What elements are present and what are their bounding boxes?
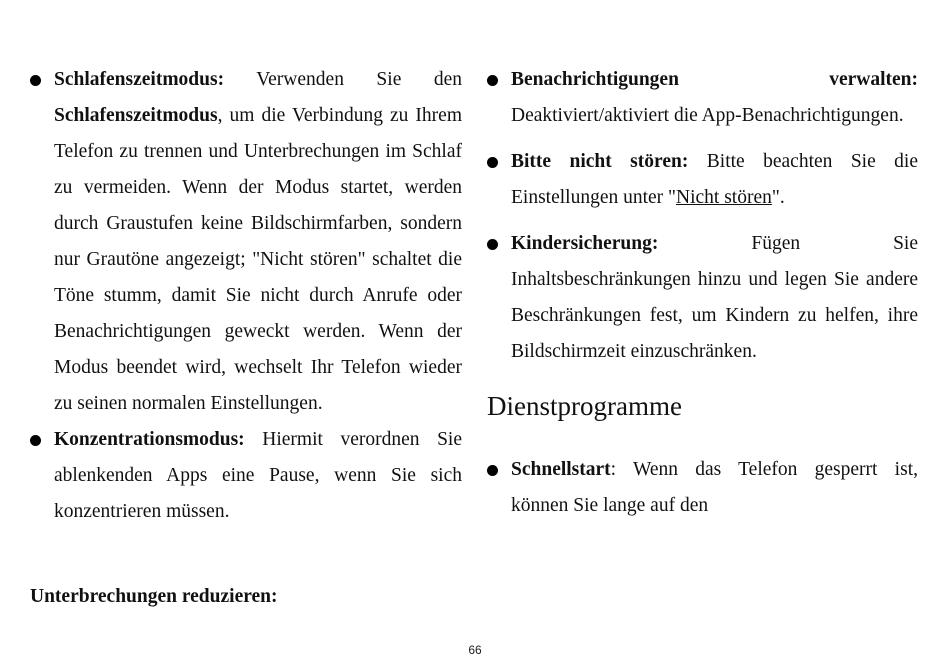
dnd-text: Bitte beachten Sie die Einstellungen unter "	[511, 151, 919, 208]
focus-mode-text: Hiermit verordnen Sie ablenkenden Apps eine Pause, wenn Sie sich konzentrieren müssen.	[54, 429, 462, 522]
parental-controls-text: Fügen Sie Inhaltsbeschränkungen hinzu und legen Sie andere Beschränkungen fest, um Kindern zu helfen, ihre Bildschirmzeit einzuschränken.	[511, 233, 919, 362]
list-item-sleep-mode	[30, 62, 462, 422]
section-title-utilities: Dienstprogramme	[487, 391, 682, 421]
dnd-title: Bitte nicht stören:	[511, 151, 689, 172]
sleep-mode-text: , um die Verbindung zu Ihrem Telefon zu trennen und Unterbrechungen im Schlaf zu vermeiden. Wenn der Modus startet, werden durch Graustufen keine Bildschirmfarben, sondern nur Grautöne angezeigt; "Nicht stören" schaltet die Töne stumm, damit Sie nicht durch Anrufe oder Benachrichtigungen geweckt werden. Wenn der Modus beendet wird, wechselt Ihr Telefon wieder zu seinen normalen Einstellungen.	[54, 105, 462, 414]
page-number: 66	[468, 643, 482, 657]
quick-start-title: Schnellstart	[511, 459, 611, 480]
list-item-focus-mode	[30, 422, 462, 530]
left-column	[30, 62, 462, 540]
sleep-mode-title: Schlafenszeitmodus:	[54, 69, 225, 90]
dnd-settings-link[interactable]: Nicht stören	[676, 187, 772, 208]
manage-notifications-title: Benachrichtigungen verwalten:	[511, 69, 918, 90]
sleep-mode-name: Schlafenszeitmodus	[54, 105, 218, 126]
list-item-do-not-disturb	[487, 144, 918, 216]
section-heading-reduce-interruptions: Unterbrechungen reduzieren:	[30, 586, 278, 607]
bullet-icon	[487, 465, 498, 476]
bullet-icon	[487, 239, 498, 250]
bullet-icon	[30, 435, 41, 446]
dnd-text-end: ".	[771, 187, 785, 208]
list-item-parental-controls	[487, 226, 918, 370]
parental-controls-title: Kindersicherung:	[511, 233, 659, 254]
right-column	[487, 62, 918, 534]
bullet-icon	[30, 75, 41, 86]
manage-notifications-text: Deaktiviert/aktiviert die App-Benachrichtigungen.	[511, 105, 904, 126]
sleep-mode-intro: Verwenden Sie den	[256, 69, 462, 90]
bullet-icon	[487, 157, 498, 168]
list-item-quick-start	[487, 452, 918, 524]
focus-mode-title: Konzentrationsmodus:	[54, 429, 245, 450]
quick-start-text: : Wenn das Telefon gesperrt ist, können Sie lange auf den	[511, 459, 918, 516]
list-item-manage-notifications	[487, 62, 918, 134]
bullet-icon	[487, 75, 498, 86]
